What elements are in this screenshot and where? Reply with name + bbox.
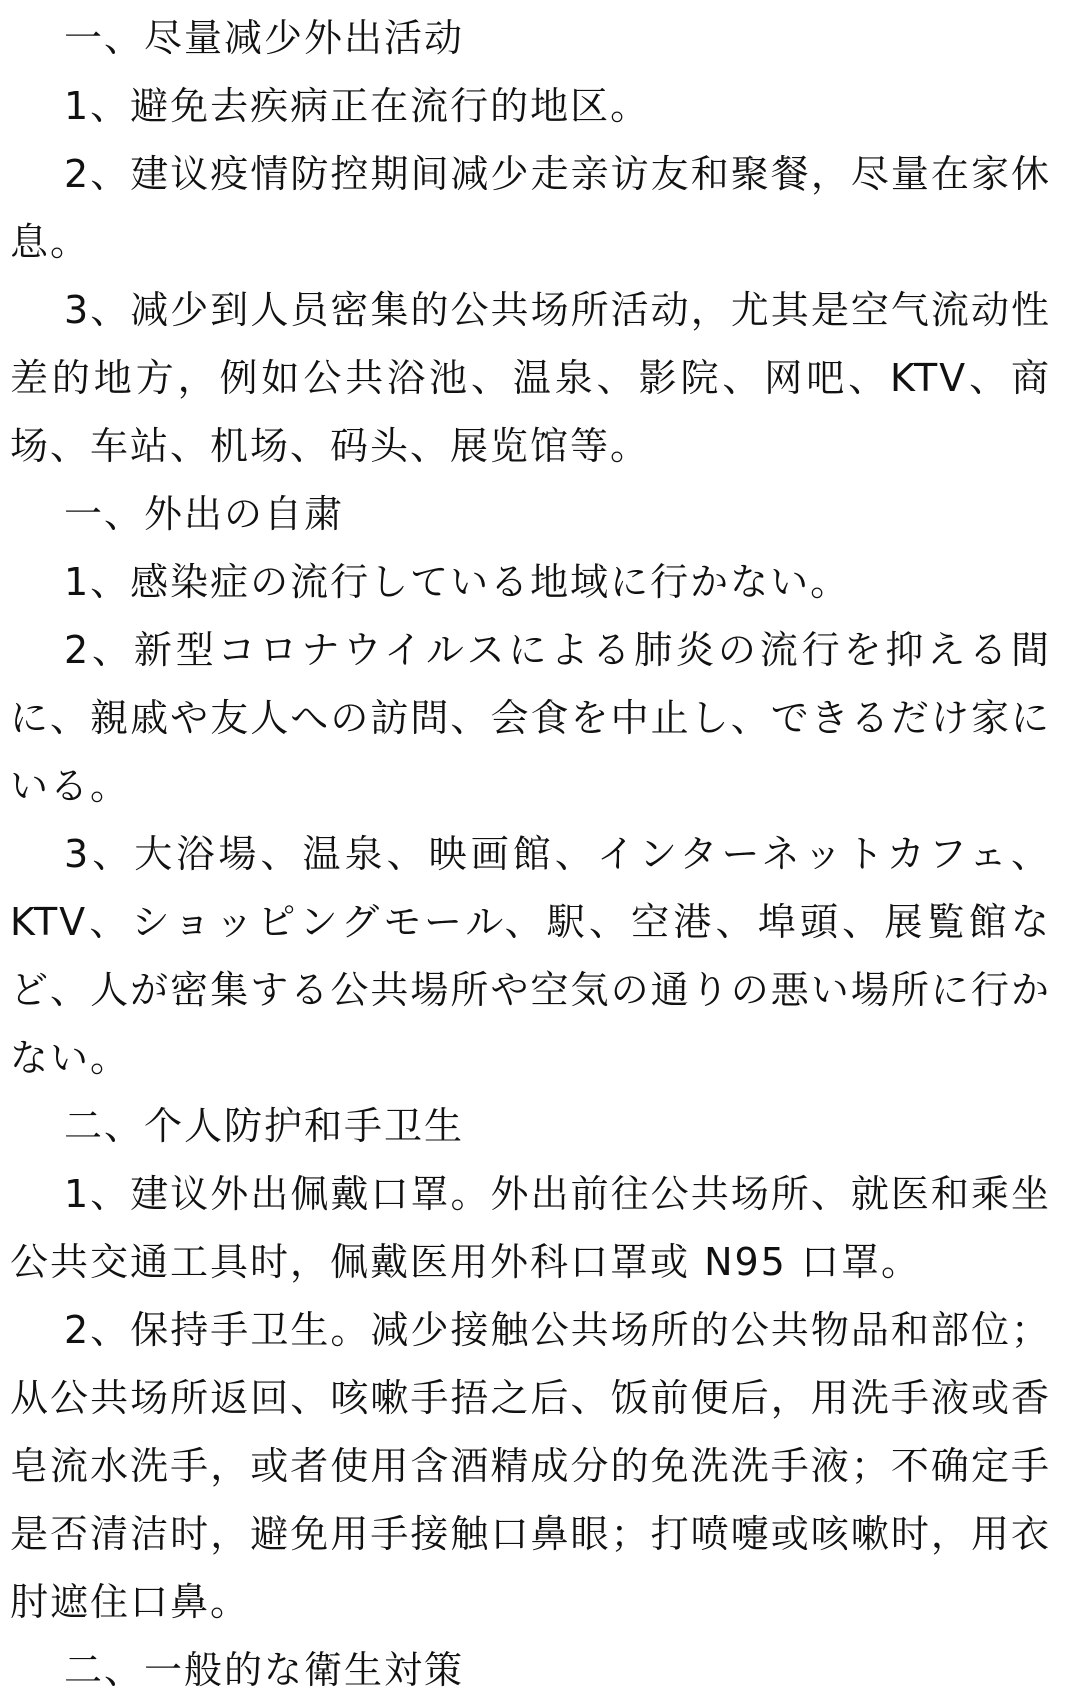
paragraph: 1、避免去疾病正在流行的地区。 (64, 84, 651, 128)
section-heading-jp-hygiene: 二、一般的な衛生対策 (64, 1648, 465, 1692)
section-heading-cn-outing: 一、尽量减少外出活动 (64, 16, 465, 60)
section-heading-cn-hygiene: 二、个人防护和手卫生 (64, 1104, 465, 1148)
paragraph: 3、大浴場、温泉、映画館、インターネットカフェ、KTV、ショッピングモール、駅、空港、埠頭、展覧館など、人が密集する公共場所や空気の通りの悪い場所に行かない。 (10, 832, 1051, 1080)
paragraph: 1、建议外出佩戴口罩。外出前往公共场所、就医和乘坐公共交通工具时，佩戴医用外科口罩或 N95 口罩。 (10, 1172, 1051, 1284)
section-heading-jp-outing: 一、外出の自粛 (64, 492, 345, 536)
paragraph: 2、新型コロナウイルスによる肺炎の流行を抑える間に、親戚や友人への訪問、会食を中止し、できるだけ家にいる。 (10, 628, 1051, 808)
paragraph: 2、建议疫情防控期间减少走亲访友和聚餐，尽量在家休息。 (10, 152, 1051, 264)
paragraph: 2、保持手卫生。减少接触公共场所的公共物品和部位；从公共场所返回、咳嗽手捂之后、饭前便后，用洗手液或香皂流水洗手，或者使用含酒精成分的免洗洗手液；不确定手是否清洁时，避免用手接触口鼻眼；打喷嚏或咳嗽时，用衣肘遮住口鼻。 (10, 1308, 1051, 1624)
paragraph: 3、减少到人员密集的公共场所活动，尤其是空气流动性差的地方，例如公共浴池、温泉、影院、网吧、KTV、商场、车站、机场、码头、展览馆等。 (10, 288, 1051, 468)
paragraph: 1、感染症の流行している地域に行かない。 (64, 560, 851, 604)
